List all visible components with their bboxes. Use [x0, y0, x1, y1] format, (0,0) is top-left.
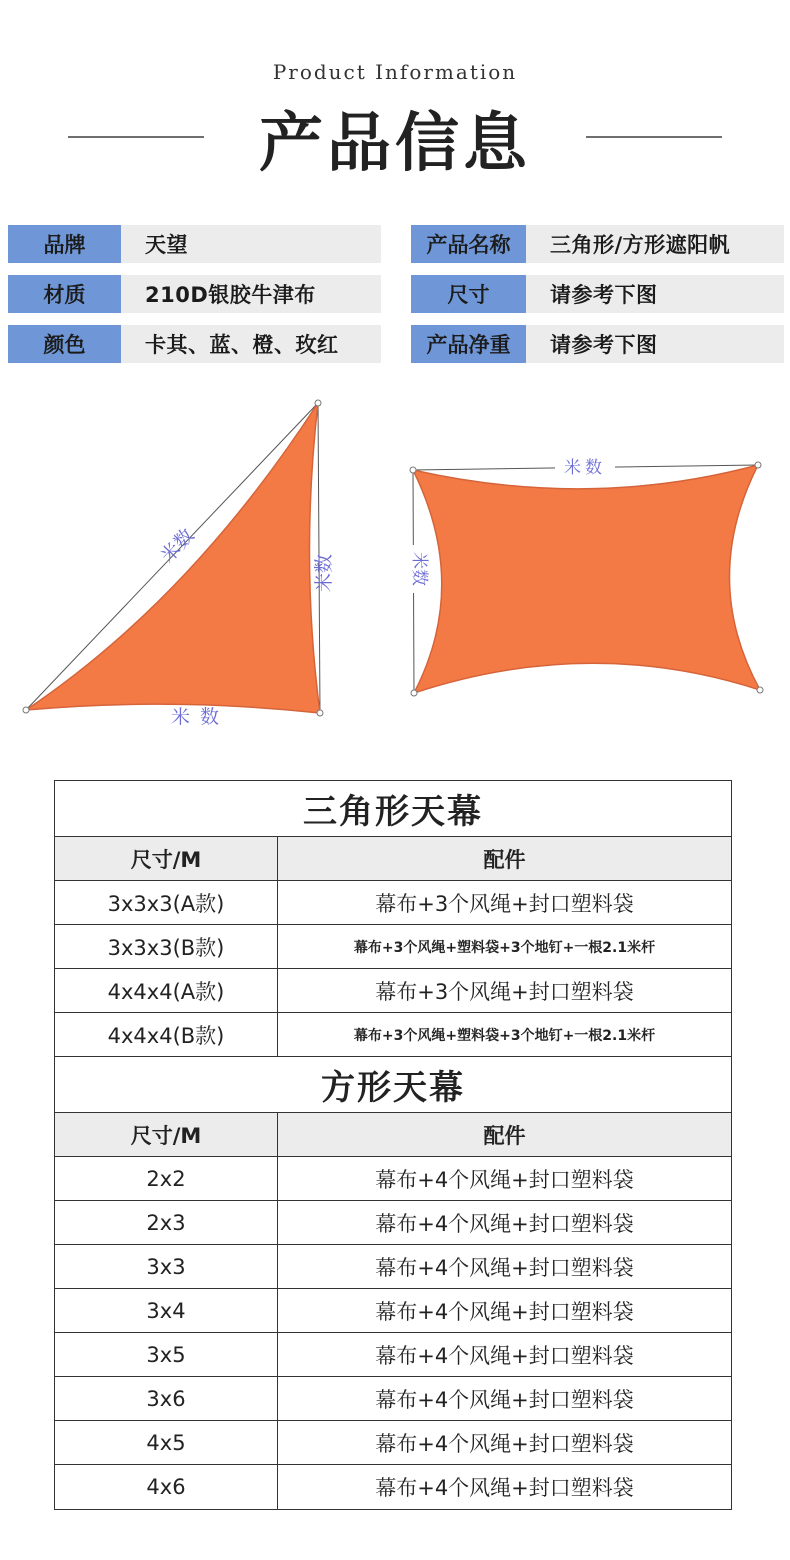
- rect-ring: [757, 687, 763, 693]
- table-row: [55, 1465, 731, 1509]
- row-size: 3x3x3(A款): [55, 881, 278, 924]
- info-row-color: [8, 325, 381, 363]
- info-value: 210D银胶牛津布: [121, 275, 381, 313]
- rect-label-top: 米数: [564, 458, 606, 478]
- row-size: 2x3: [55, 1201, 278, 1244]
- table-row: [55, 1333, 731, 1377]
- row-size: 3x3x3(B款): [55, 925, 278, 968]
- row-size: 4x4x4(B款): [55, 1013, 278, 1056]
- table-row: [55, 1377, 731, 1421]
- header-parts: 配件: [483, 1123, 526, 1148]
- row-size: 3x5: [55, 1333, 278, 1376]
- info-label: 品牌: [8, 225, 121, 263]
- row-size: 3x6: [55, 1377, 278, 1420]
- triangle-label-right: 米数: [313, 553, 335, 593]
- info-value: 请参考下图: [526, 275, 784, 313]
- table-header-row: [55, 837, 731, 881]
- triangle-ring: [23, 707, 29, 713]
- row-parts: 幕布+3个风绳+封口塑料袋: [375, 979, 634, 1004]
- triangle-sail: [23, 400, 335, 728]
- rect-ring: [755, 462, 761, 468]
- triangle-label-bottom: 米数: [170, 706, 230, 728]
- rect-label-left: 米数: [409, 552, 429, 586]
- row-size: 2x2: [55, 1157, 278, 1200]
- header-size: 尺寸/M: [55, 1113, 278, 1156]
- info-row-brand: [8, 225, 381, 263]
- row-parts: 幕布+4个风绳+封口塑料袋: [375, 1299, 634, 1324]
- info-label: 材质: [8, 275, 121, 313]
- info-value: 卡其、蓝、橙、玫红: [121, 325, 381, 363]
- square-table-title: 方形天幕: [55, 1057, 731, 1113]
- header-divider-right: [586, 136, 722, 138]
- header-size: 尺寸/M: [55, 837, 278, 880]
- row-parts: 幕布+3个风绳+塑料袋+3个地钉+一根2.1米杆: [353, 1027, 656, 1044]
- info-label: 尺寸: [411, 275, 526, 313]
- triangle-ring: [315, 400, 321, 406]
- row-size: 4x5: [55, 1421, 278, 1464]
- rect-ring: [410, 467, 416, 473]
- info-label: 产品净重: [411, 325, 526, 363]
- row-size: 4x6: [55, 1465, 278, 1509]
- table-row: [55, 1289, 731, 1333]
- table-header-row: [55, 1113, 731, 1157]
- info-row-product-name: [411, 225, 784, 263]
- table-row: [55, 1157, 731, 1201]
- page-title: 产品信息: [259, 107, 531, 181]
- row-size: 3x3: [55, 1245, 278, 1288]
- row-parts: 幕布+4个风绳+封口塑料袋: [375, 1431, 634, 1456]
- triangle-ring: [317, 710, 323, 716]
- row-parts: 幕布+4个风绳+封口塑料袋: [375, 1476, 634, 1500]
- table-row: [55, 1245, 731, 1289]
- table-row: [55, 925, 731, 969]
- row-parts: 幕布+4个风绳+封口塑料袋: [375, 1211, 634, 1236]
- info-row-size: [411, 275, 784, 313]
- rectangle-sail: [403, 455, 763, 696]
- table-row: [55, 969, 731, 1013]
- row-parts: 幕布+3个风绳+封口塑料袋: [375, 891, 634, 916]
- triangle-label-hypotenuse: 米数: [156, 524, 199, 568]
- triangle-table-title: 三角形天幕: [55, 781, 731, 837]
- info-label: 产品名称: [411, 225, 526, 263]
- info-value: 天望: [121, 225, 381, 263]
- row-parts: 幕布+3个风绳+塑料袋+3个地钉+一根2.1米杆: [353, 939, 656, 956]
- rectangle-fabric: [413, 465, 760, 693]
- table-row: [55, 881, 731, 925]
- row-parts: 幕布+4个风绳+封口塑料袋: [375, 1343, 634, 1368]
- info-row-material: [8, 275, 381, 313]
- row-size: 3x4: [55, 1289, 278, 1332]
- info-label: 颜色: [8, 325, 121, 363]
- info-value: 三角形/方形遮阳帆: [526, 225, 784, 263]
- row-size: 4x4x4(A款): [55, 969, 278, 1012]
- table-row: [55, 1013, 731, 1057]
- info-row-net-weight: [411, 325, 784, 363]
- header-subtitle-en: Product Information: [272, 60, 518, 84]
- table-row: [55, 1421, 731, 1465]
- info-value: 请参考下图: [526, 325, 784, 363]
- row-parts: 幕布+4个风绳+封口塑料袋: [375, 1387, 634, 1412]
- rect-ring: [411, 690, 417, 696]
- size-table: [54, 780, 732, 1510]
- header-parts: 配件: [483, 847, 526, 872]
- table-row: [55, 1201, 731, 1245]
- row-parts: 幕布+4个风绳+封口塑料袋: [375, 1255, 634, 1280]
- shade-sail-diagrams: [0, 385, 790, 735]
- row-parts: 幕布+4个风绳+封口塑料袋: [375, 1167, 634, 1192]
